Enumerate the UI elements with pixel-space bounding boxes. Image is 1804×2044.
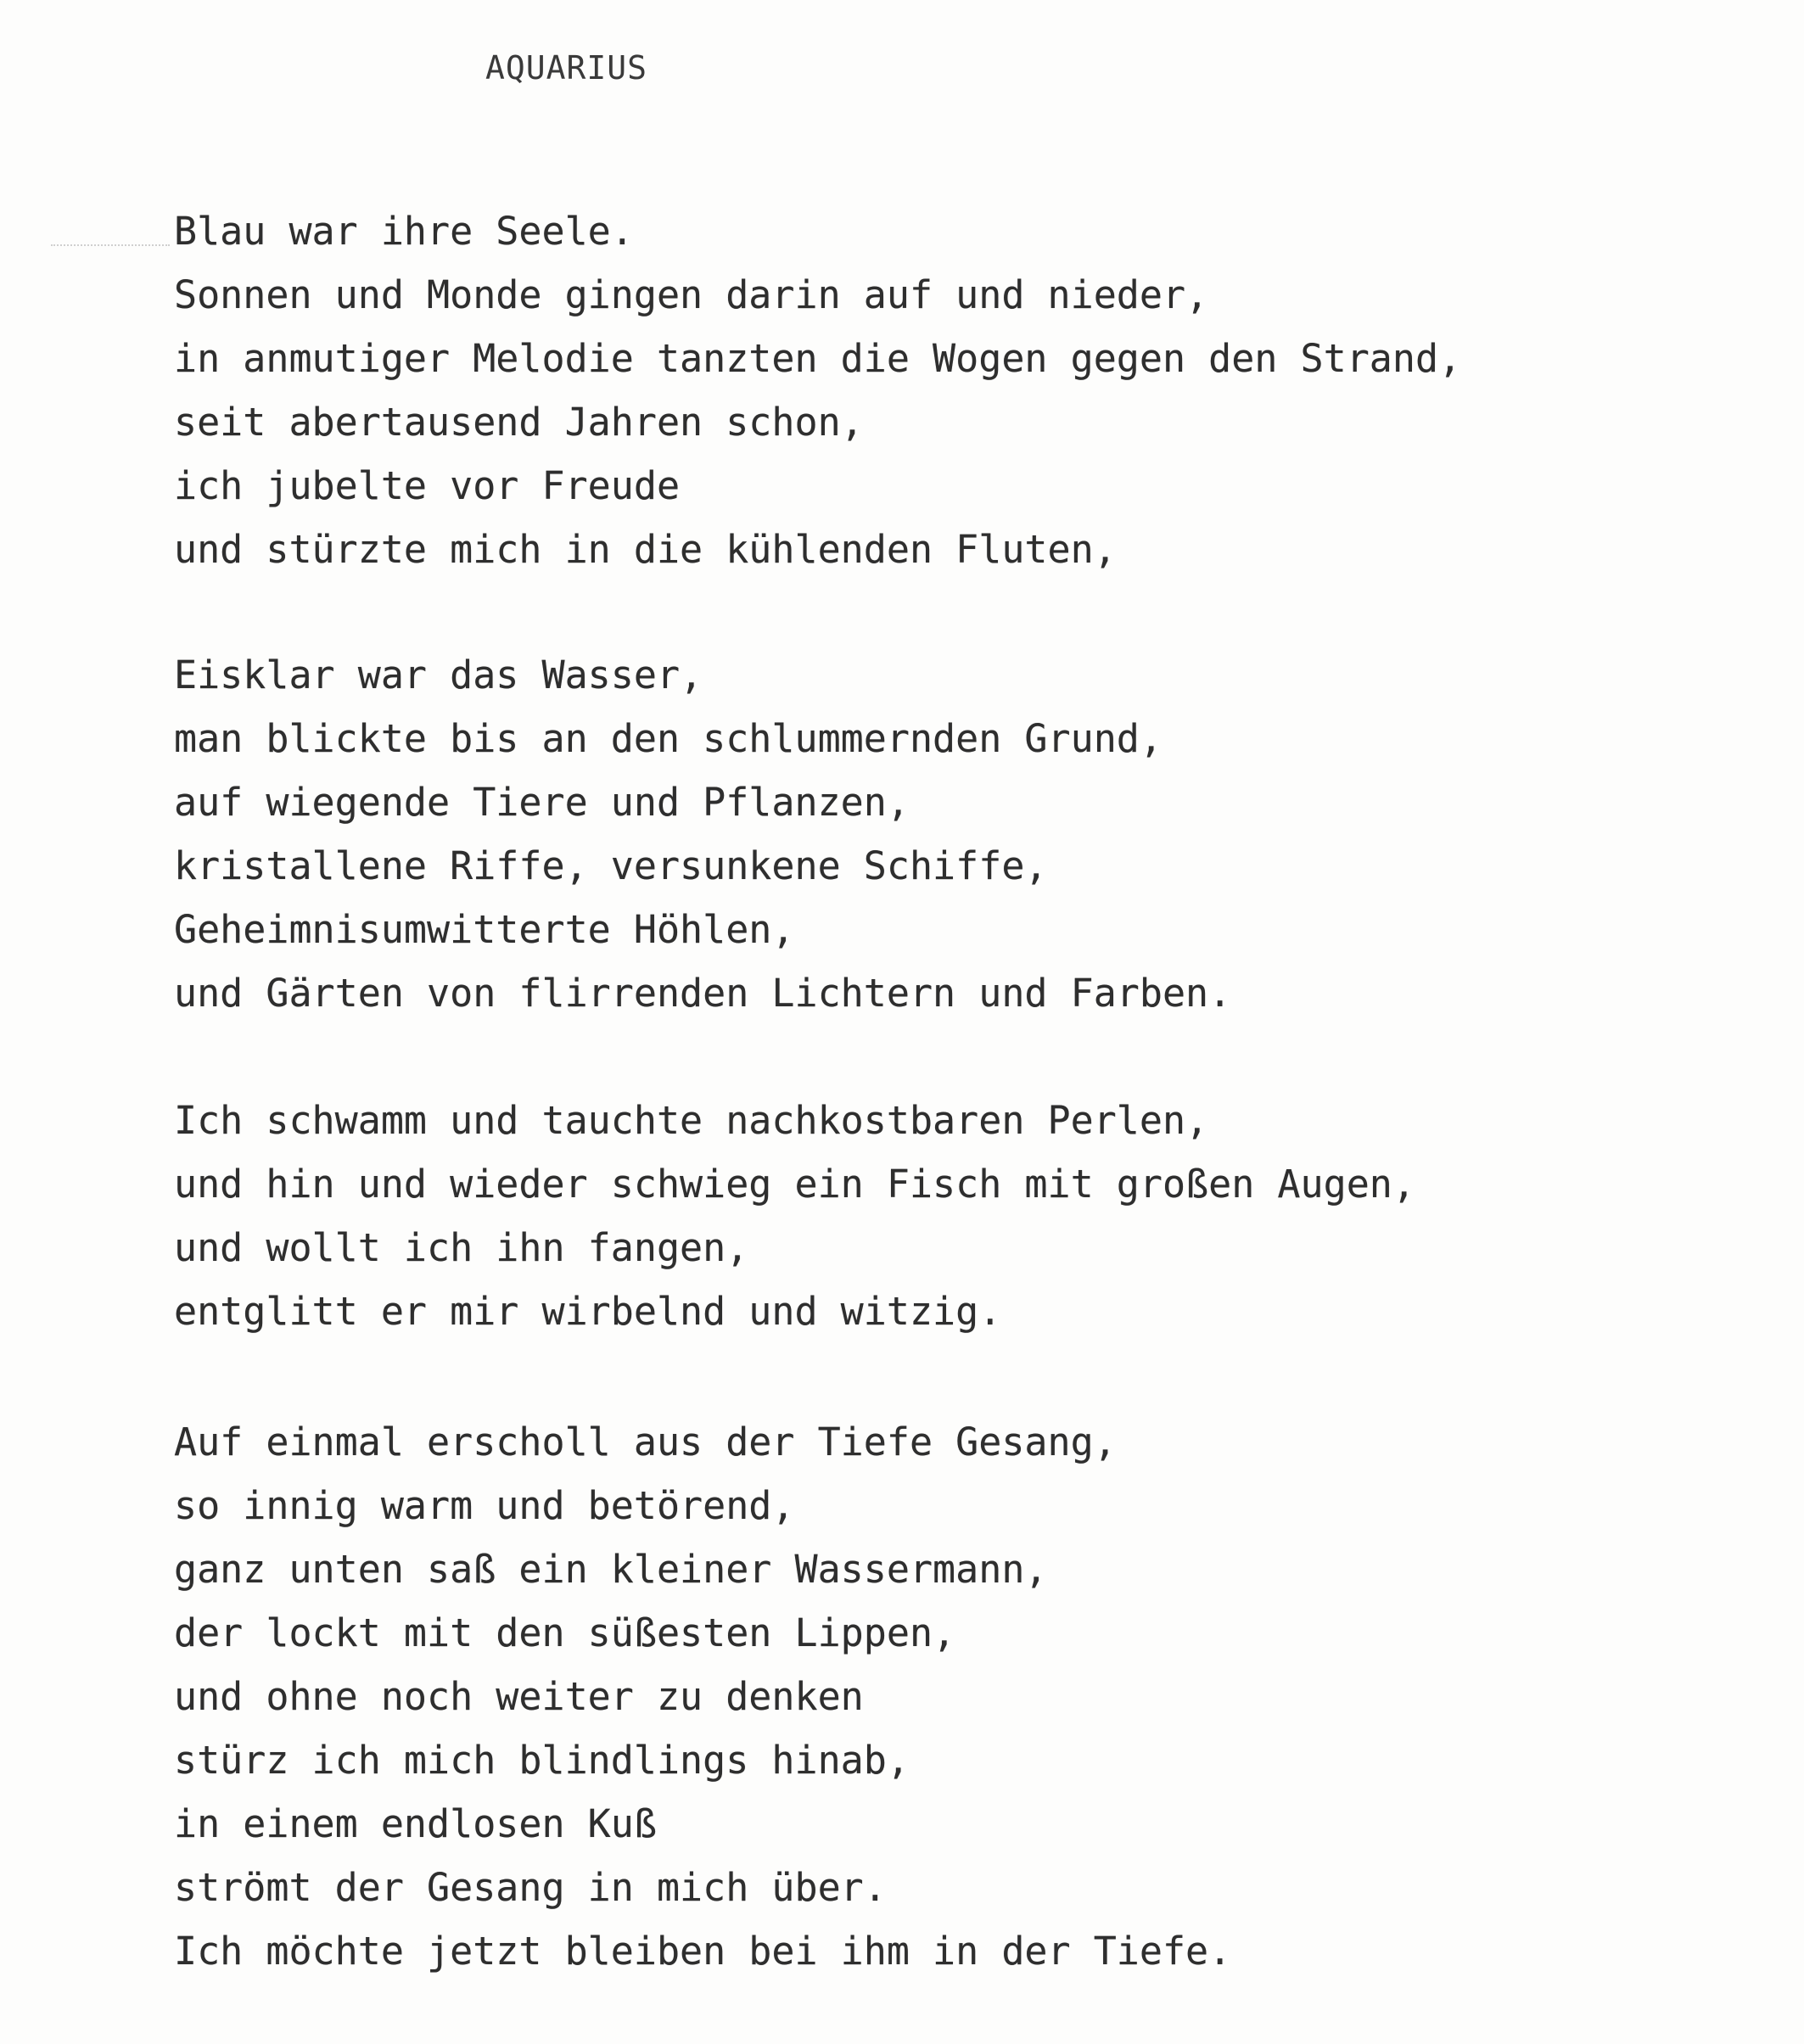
poem-line: so innig warm und betörend,	[174, 1483, 795, 1528]
poem-line: ich jubelte vor Freude	[174, 463, 681, 508]
stanza-2	[174, 643, 1231, 1025]
margin-mark	[51, 244, 170, 246]
poem-line: man blickte bis an den schlummernden Grund,	[174, 716, 1163, 761]
poem-line: Blau war ihre Seele.	[174, 209, 634, 254]
poem-line: stürz ich mich blindlings hinab,	[174, 1738, 910, 1783]
poem-line: und Gärten von flirrenden Lichtern und Farben.	[174, 971, 1232, 1016]
poem-line: Ich schwamm und tauchte nachkostbaren Perlen,	[174, 1098, 1209, 1143]
poem-line: strömt der Gesang in mich über.	[174, 1865, 887, 1910]
stanza-1	[174, 199, 1461, 581]
poem-line: in einem endlosen Kuß	[174, 1801, 657, 1846]
poem-line: und ohne noch weiter zu denken	[174, 1674, 864, 1719]
poem-line: Sonnen und Monde gingen darin auf und nieder,	[174, 272, 1209, 317]
poem-line: kristallene Riffe, versunkene Schiffe,	[174, 843, 1048, 888]
poem-line: und stürzte mich in die kühlenden Fluten,	[174, 527, 1117, 572]
poem-line: und hin und wieder schwieg ein Fisch mit großen Augen,	[174, 1162, 1415, 1207]
poem-title: AQUARIUS	[485, 49, 648, 87]
poem-line: auf wiegende Tiere und Pflanzen,	[174, 780, 910, 825]
stanza-3	[174, 1089, 1415, 1343]
poem-line: der lockt mit den süßesten Lippen,	[174, 1610, 956, 1655]
poem-line: Geheimnisumwitterte Höhlen,	[174, 907, 795, 952]
poem-line: ganz unten saß ein kleiner Wassermann,	[174, 1547, 1048, 1592]
poem-line: Eisklar war das Wasser,	[174, 652, 703, 697]
poem-line: in anmutiger Melodie tanzten die Wogen gegen den Strand,	[174, 336, 1462, 381]
poem-line: und wollt ich ihn fangen,	[174, 1225, 749, 1270]
poem-line: Ich möchte jetzt bleiben bei ihm in der Tiefe.	[174, 1929, 1232, 1974]
poem-line: Auf einmal erscholl aus der Tiefe Gesang,	[174, 1420, 1117, 1464]
poem-line: seit abertausend Jahren schon,	[174, 400, 864, 445]
stanza-4	[174, 1410, 1231, 1983]
poem-line: entglitt er mir wirbelnd und witzig.	[174, 1289, 1002, 1334]
